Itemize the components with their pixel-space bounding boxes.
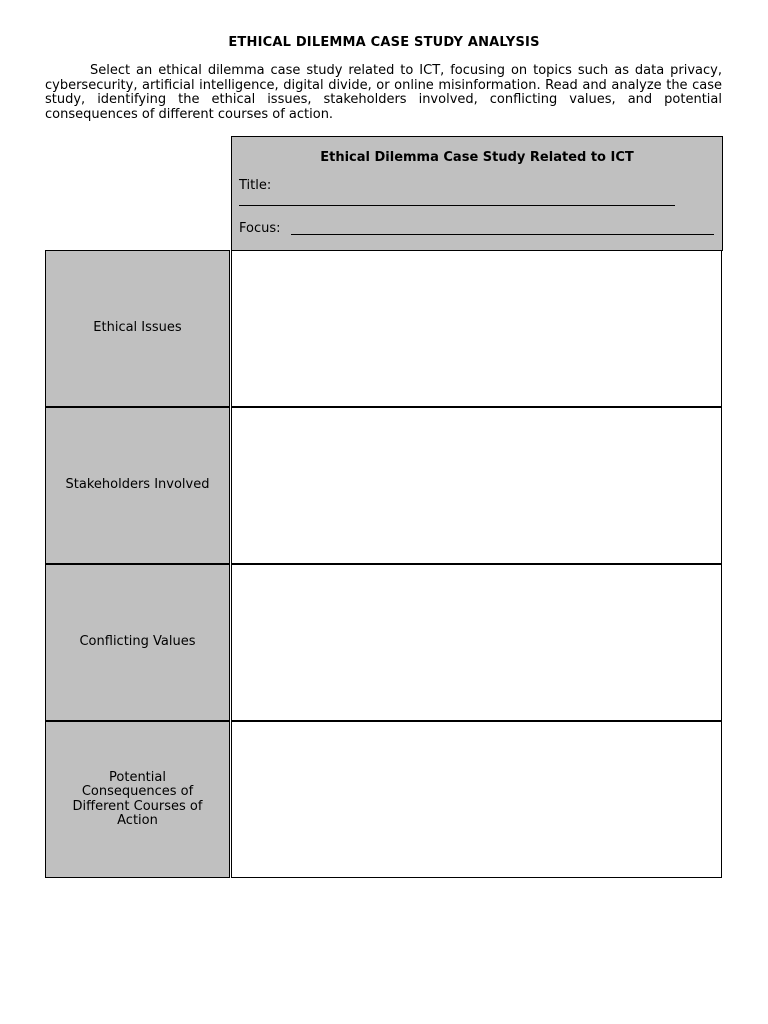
row-label [45,407,230,564]
row-label-text: Stakeholders Involved [65,477,210,493]
table-row-stakeholders [45,407,722,564]
row-label [45,721,230,878]
table-row-consequences [45,721,722,878]
table-row-conflicting-values [45,564,722,721]
focus-field-label: Focus: [239,221,281,236]
page-title: ETHICAL DILEMMA CASE STUDY ANALYSIS [228,35,540,50]
row-answer-cell[interactable] [231,407,722,564]
row-label [45,564,230,721]
analysis-table [45,250,722,879]
row-answer-cell[interactable] [231,564,722,721]
table-row-ethical-issues [45,250,722,407]
instructions-paragraph: Select an ethical dilemma case study related to ICT, focusing on topics such as data privacy, cybersecurity, artificial intelligence, digital divide, or online misinformation. Read and analyze the case study, identifying the ethical issues, stakeholders involved, conflicting values, and potential consequences of different courses of action. [45,63,722,122]
case-study-header-title: Ethical Dilemma Case Study Related to ICT [320,150,634,165]
row-label [45,250,230,407]
row-answer-cell[interactable] [231,250,722,407]
row-label-text: Potential Consequences of Different Courses of Action [72,769,203,828]
title-field-blank[interactable] [239,205,675,206]
title-field-label: Title: [239,178,272,193]
row-answer-cell[interactable] [231,721,722,878]
focus-field-blank[interactable] [291,234,714,235]
case-study-header-cell [231,136,723,251]
row-label-text: Ethical Issues [93,320,182,336]
row-label-text: Conflicting Values [79,634,196,650]
